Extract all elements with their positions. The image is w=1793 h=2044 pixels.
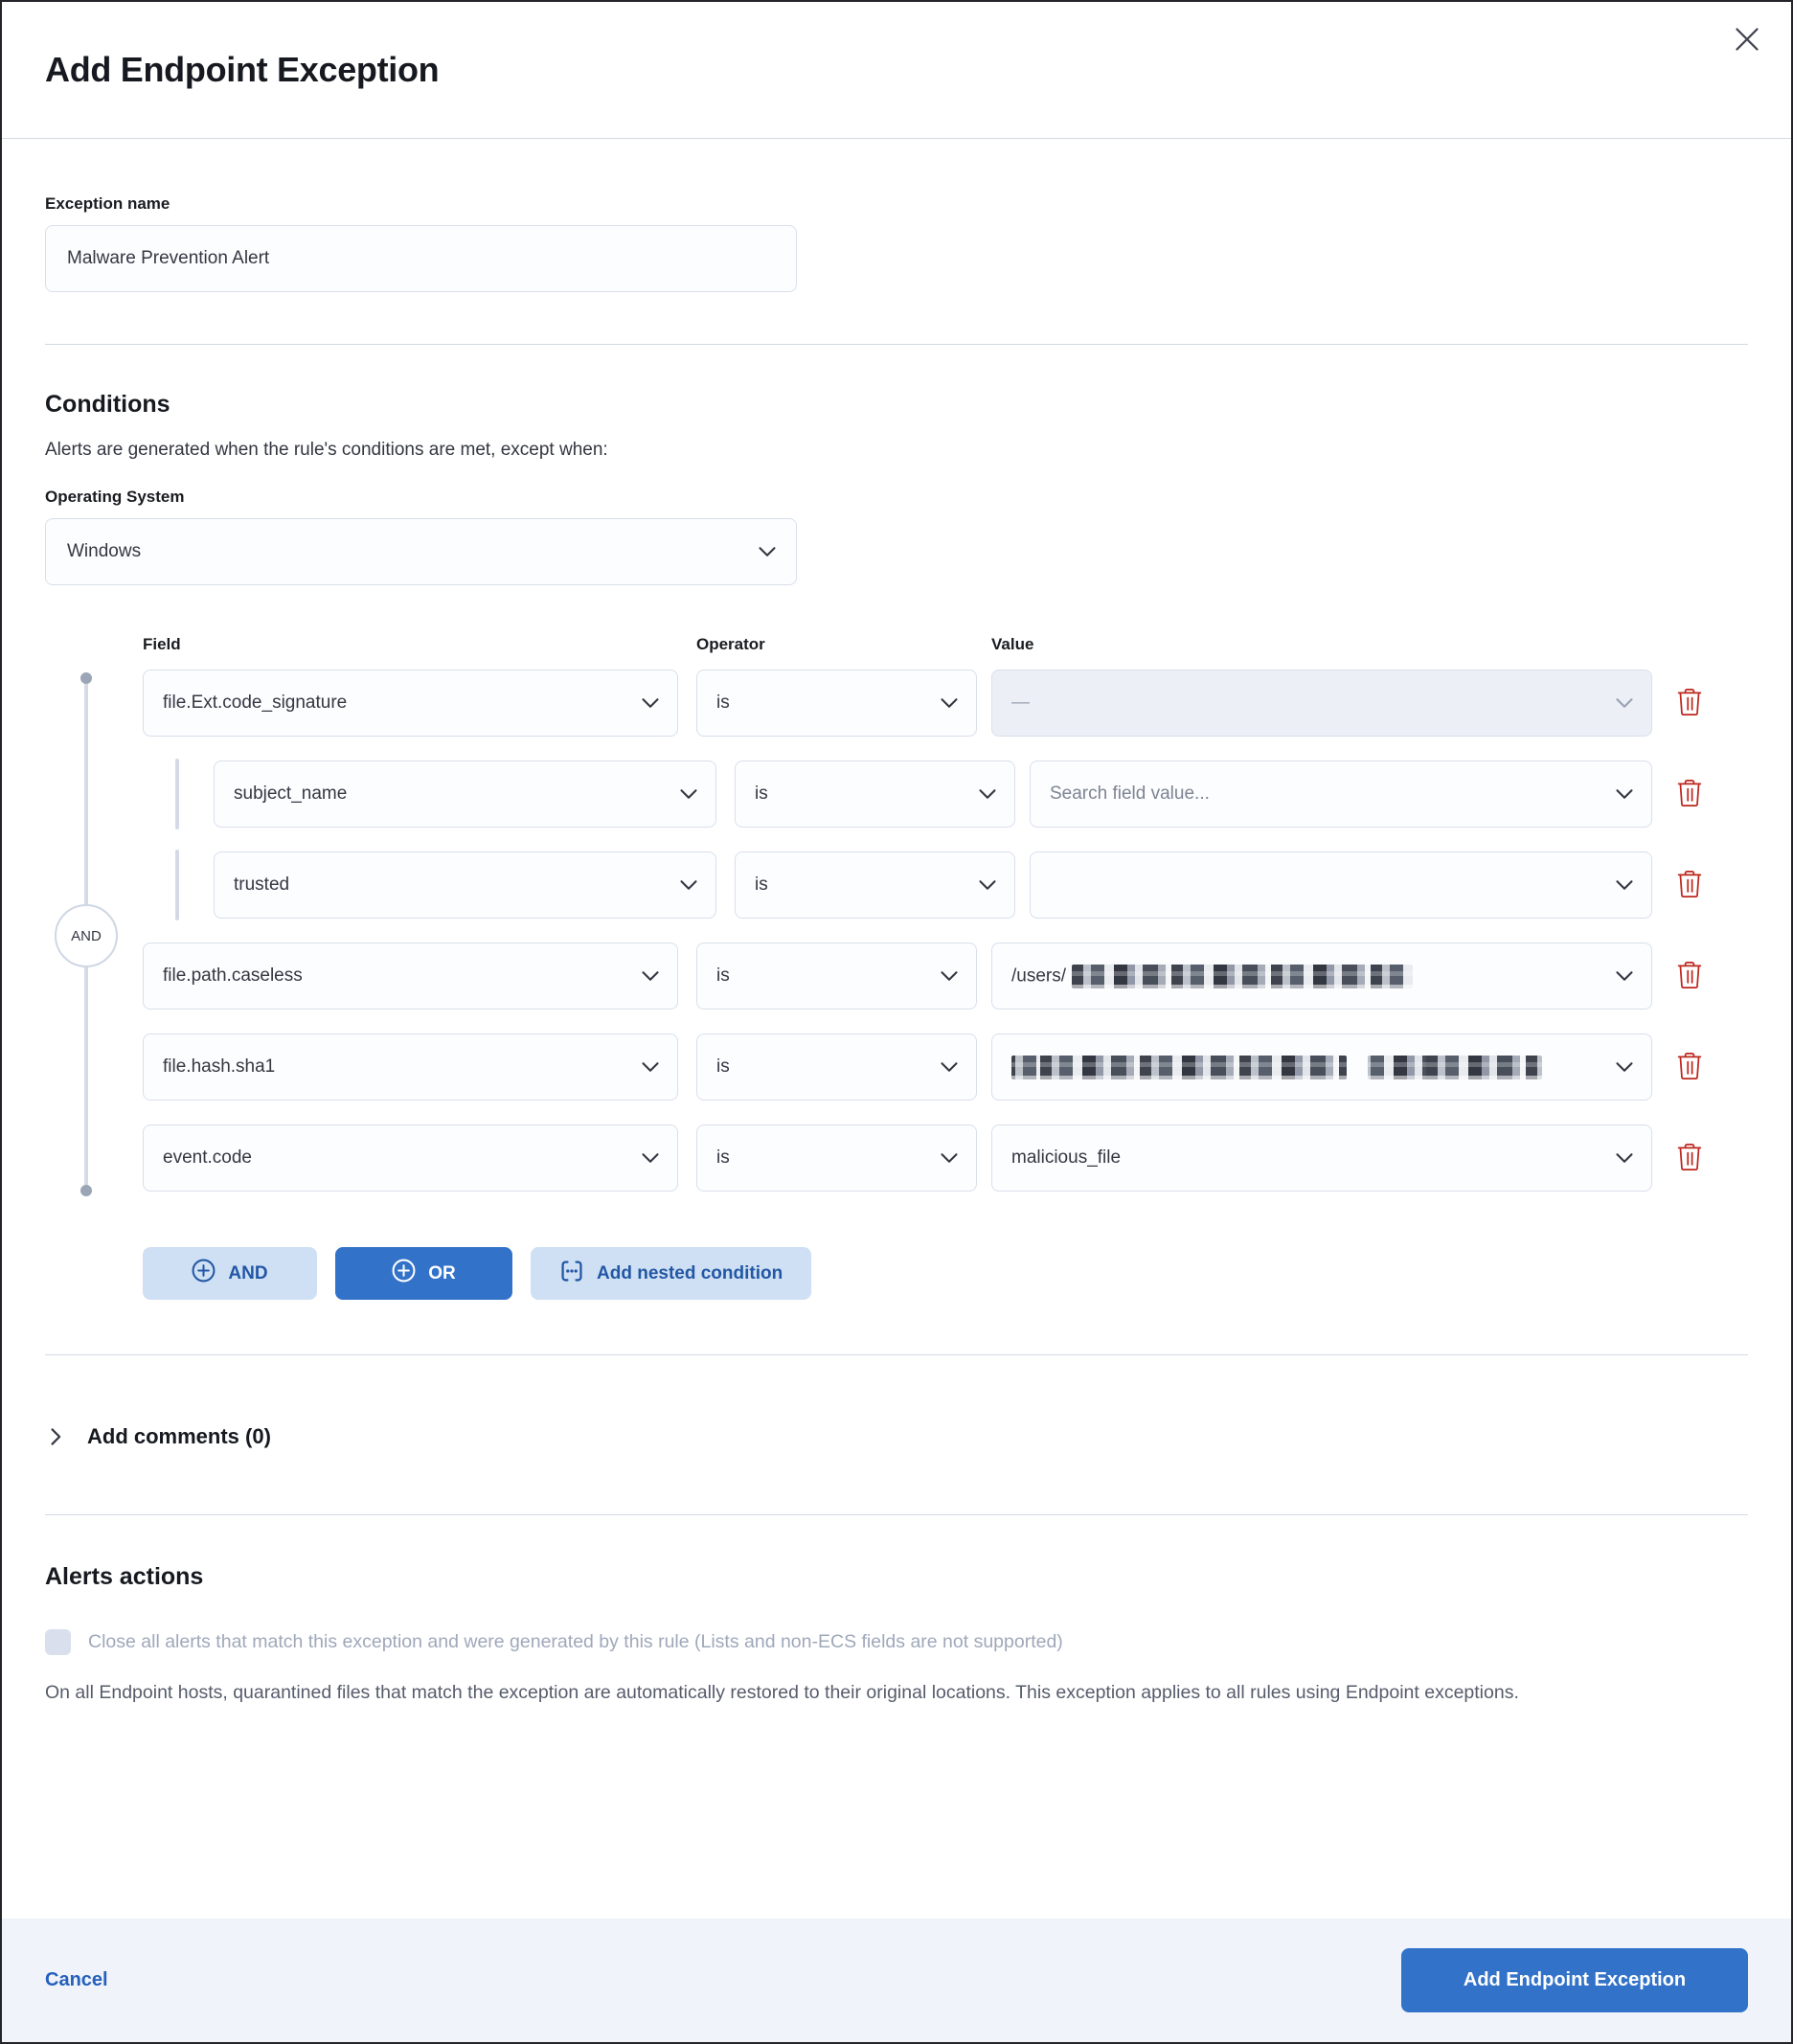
builder-buttons [143,1247,1748,1300]
trash-icon [1676,870,1703,901]
redacted-value [1011,1056,1347,1079]
dialog-footer [2,1919,1791,2042]
value-combobox[interactable]: Search field value... [1030,761,1652,828]
condition-builder [45,635,1748,1300]
os-select-value: Windows [67,541,142,561]
chevron-down-icon [756,540,779,563]
chevron-down-icon [938,1147,961,1170]
os-label: Operating System [45,488,185,506]
condition-row [143,1033,1748,1101]
delete-condition-button[interactable] [1675,686,1704,720]
condition-row [214,852,1748,919]
operator-select[interactable]: is [735,852,1015,919]
cancel-button[interactable]: Cancel [45,1969,108,1990]
trash-icon [1676,1143,1703,1174]
field-select[interactable]: file.path.caseless [143,943,678,1010]
chevron-down-icon [976,874,999,897]
condition-row [214,761,1748,828]
conditions-description: Alerts are generated when the rule's conditions are met, except when: [45,440,608,460]
divider [45,1354,1748,1355]
os-select[interactable] [45,518,797,585]
value-prefix: /users/ [1011,965,1067,987]
and-connector-badge: AND [55,904,118,967]
chevron-down-icon [1613,965,1636,988]
delete-condition-button[interactable] [1675,868,1704,902]
value-combobox[interactable] [1030,852,1652,919]
value-combobox[interactable] [991,943,1652,1010]
dialog-title: Add Endpoint Exception [45,50,440,89]
divider [45,1514,1748,1515]
value-combobox[interactable] [991,1033,1652,1101]
delete-condition-button[interactable] [1675,1050,1704,1084]
trash-icon [1676,688,1703,719]
chevron-down-icon [1613,874,1636,897]
chevron-down-icon [639,965,662,988]
operator-select[interactable]: is [696,670,977,737]
chevron-down-icon [639,1056,662,1079]
plus-in-circle-icon [392,1259,416,1288]
plus-in-circle-icon [192,1259,216,1288]
field-select[interactable]: event.code [143,1124,678,1192]
operator-column-header: Operator [696,635,765,653]
close-alerts-checkbox[interactable] [45,1629,71,1655]
delete-condition-button[interactable] [1675,1141,1704,1175]
operator-select[interactable]: is [696,1033,977,1101]
conditions-heading: Conditions [45,391,170,418]
trash-icon [1676,961,1703,992]
chevron-down-icon [677,783,700,806]
chevron-right-icon [45,1426,66,1447]
exception-name-input[interactable] [45,225,797,292]
delete-condition-button[interactable] [1675,777,1704,811]
chevron-down-icon [639,1147,662,1170]
chevron-down-icon [677,874,700,897]
chevron-down-icon [1613,783,1636,806]
dialog-body [2,139,1791,1919]
exception-name-label: Exception name [45,194,170,213]
chevron-down-icon [639,692,662,715]
value-combobox[interactable]: malicious_file [991,1124,1652,1192]
add-and-button[interactable]: AND [143,1247,317,1300]
chevron-down-icon [976,783,999,806]
redacted-value [1072,965,1413,988]
chevron-down-icon [1613,1147,1636,1170]
operator-select[interactable]: is [696,943,977,1010]
trash-icon [1676,779,1703,810]
nested-indent-bar [175,850,179,920]
condition-row [143,670,1748,737]
nested-icon [559,1259,584,1289]
chevron-down-icon [938,1056,961,1079]
condition-row [143,1124,1748,1192]
nested-indent-bar [175,759,179,829]
divider [45,344,1748,345]
trash-icon [1676,1052,1703,1083]
delete-condition-button[interactable] [1675,959,1704,993]
field-column-header: Field [143,635,181,653]
field-select[interactable]: subject_name [214,761,716,828]
chevron-down-icon [1613,1056,1636,1079]
add-nested-condition-button[interactable]: Add nested condition [531,1247,811,1300]
chevron-down-icon [1613,692,1636,715]
add-comments-toggle[interactable]: Add comments (0) [45,1424,271,1449]
add-endpoint-exception-button[interactable]: Add Endpoint Exception [1401,1948,1748,2012]
condition-row [143,943,1748,1010]
value-column-header: Value [991,635,1034,653]
value-combobox: — [991,670,1652,737]
chevron-down-icon [938,965,961,988]
close-icon [1734,26,1760,56]
operator-select[interactable]: is [735,761,1015,828]
close-alerts-checkbox-row [45,1629,1748,1655]
dialog-header [2,2,1791,139]
field-select[interactable]: file.hash.sha1 [143,1033,678,1101]
chevron-down-icon [938,692,961,715]
operator-select[interactable]: is [696,1124,977,1192]
close-button[interactable] [1726,19,1768,61]
field-select[interactable]: file.Ext.code_signature [143,670,678,737]
close-alerts-checkbox-label: Close all alerts that match this exception and were generated by this rule (Lists and non-ECS fields are not supported) [88,1631,1063,1652]
exception-name-group [45,194,1748,292]
field-select[interactable]: trusted [214,852,716,919]
alerts-actions-heading: Alerts actions [45,1563,204,1590]
redacted-value [1368,1056,1542,1079]
builder-column-headers [143,635,1748,654]
add-or-button[interactable]: OR [335,1247,512,1300]
alerts-actions-description: On all Endpoint hosts, quarantined files that match the exception are automatically restored to their original locations. This exception applies to all rules using Endpoint exceptions. [45,1682,1519,1703]
